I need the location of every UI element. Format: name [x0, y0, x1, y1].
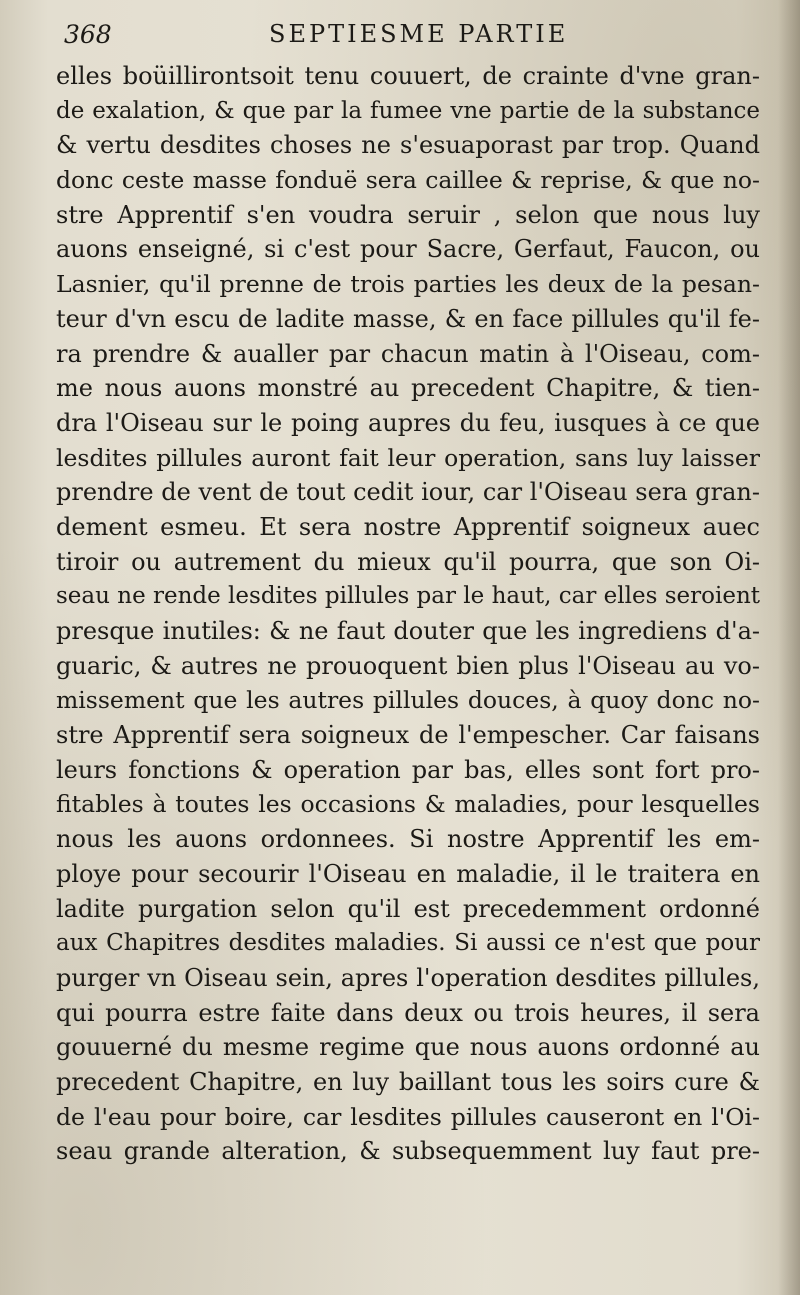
- page-number: 368: [64, 20, 112, 49]
- text-line: dra l'Oiseau sur le poing aupres du feu, iusques à ce que: [56, 408, 760, 437]
- text-line: tiroir ou autrement du mieux qu'il pourra, que son Oi-: [56, 547, 760, 576]
- text-line: qui pourra estre faite dans deux ou trois heures, il sera: [56, 998, 760, 1027]
- text-line: teur d'vn escu de ladite masse, & en face pillules qu'il fe-: [56, 304, 760, 333]
- text-line: leurs fonctions & operation par bas, elles sont fort pro-: [56, 755, 760, 784]
- text-line: nous les auons ordonnees. Si nostre Apprentif les em-: [56, 825, 760, 854]
- text-line: missement que les autres pillules douces, à quoy donc no-: [56, 686, 760, 715]
- text-line: prendre de vent de tout cedit iour, car l'Oiseau sera gran-: [56, 478, 760, 507]
- text-line: lesdites pillules auront fait leur operation, sans luy laisser: [56, 443, 760, 472]
- page-header: [64, 16, 754, 56]
- text-line: de l'eau pour boire, car lesdites pillules causeront en l'Oi-: [56, 1102, 760, 1131]
- running-head: SEPTIESME PARTIE: [269, 20, 569, 48]
- text-line: stre Apprentif sera soigneux de l'empescher. Car faisans: [56, 721, 760, 750]
- text-line: auons enseigné, si c'est pour Sacre, Gerfaut, Faucon, ou: [56, 235, 760, 264]
- text-line: gouuerné du mesme regime que nous auons ordonné au: [56, 1033, 760, 1062]
- text-line: fitables à toutes les occasions & maladies, pour lesquelles: [56, 790, 760, 819]
- text-line: seau grande alteration, & subsequemment luy faut pre-: [56, 1137, 760, 1166]
- text-line: de exalation, & que par la fumee vne partie de la substance: [56, 97, 760, 124]
- text-line: purger vn Oiseau sein, apres l'operation desdites pillules,: [56, 963, 760, 992]
- text-line: ploye pour secourir l'Oiseau en maladie, il le traitera en: [56, 859, 760, 888]
- text-line: presque inutiles: & ne faut douter que les ingrediens d'a-: [56, 617, 760, 645]
- body-text: [56, 59, 760, 1169]
- text-line: Lasnier, qu'il prenne de trois parties les deux de la pesan-: [56, 270, 760, 299]
- text-line: & vertu desdites choses ne s'esuaporast par trop. Quand: [56, 131, 760, 160]
- text-line: ra prendre & aualler par chacun matin à l'Oiseau, com-: [56, 339, 760, 368]
- text-line: dement esmeu. Et sera nostre Apprentif soigneux auec: [56, 512, 760, 541]
- text-line: seau ne rende lesdites pillules par le haut, car elles seroient: [56, 583, 760, 610]
- text-line: donc ceste masse fonduë sera caillee & reprise, & que no-: [56, 166, 760, 195]
- page-edge-shadow: [778, 0, 800, 1295]
- text-line: ladite purgation selon qu'il est precedemment ordonné: [56, 894, 760, 923]
- text-line: stre Apprentif s'en voudra seruir , selon que nous luy: [56, 200, 760, 229]
- text-line: precedent Chapitre, en luy baillant tous les soirs cure &: [56, 1067, 760, 1096]
- text-line: elles boüillirontsoit tenu couuert, de crainte d'vne gran-: [56, 62, 760, 90]
- text-line: me nous auons monstré au precedent Chapitre, & tien-: [56, 374, 760, 403]
- text-line: guaric, & autres ne prouoquent bien plus l'Oiseau au vo-: [56, 651, 760, 680]
- text-line: aux Chapitres desdites maladies. Si aussi ce n'est que pour: [56, 930, 760, 957]
